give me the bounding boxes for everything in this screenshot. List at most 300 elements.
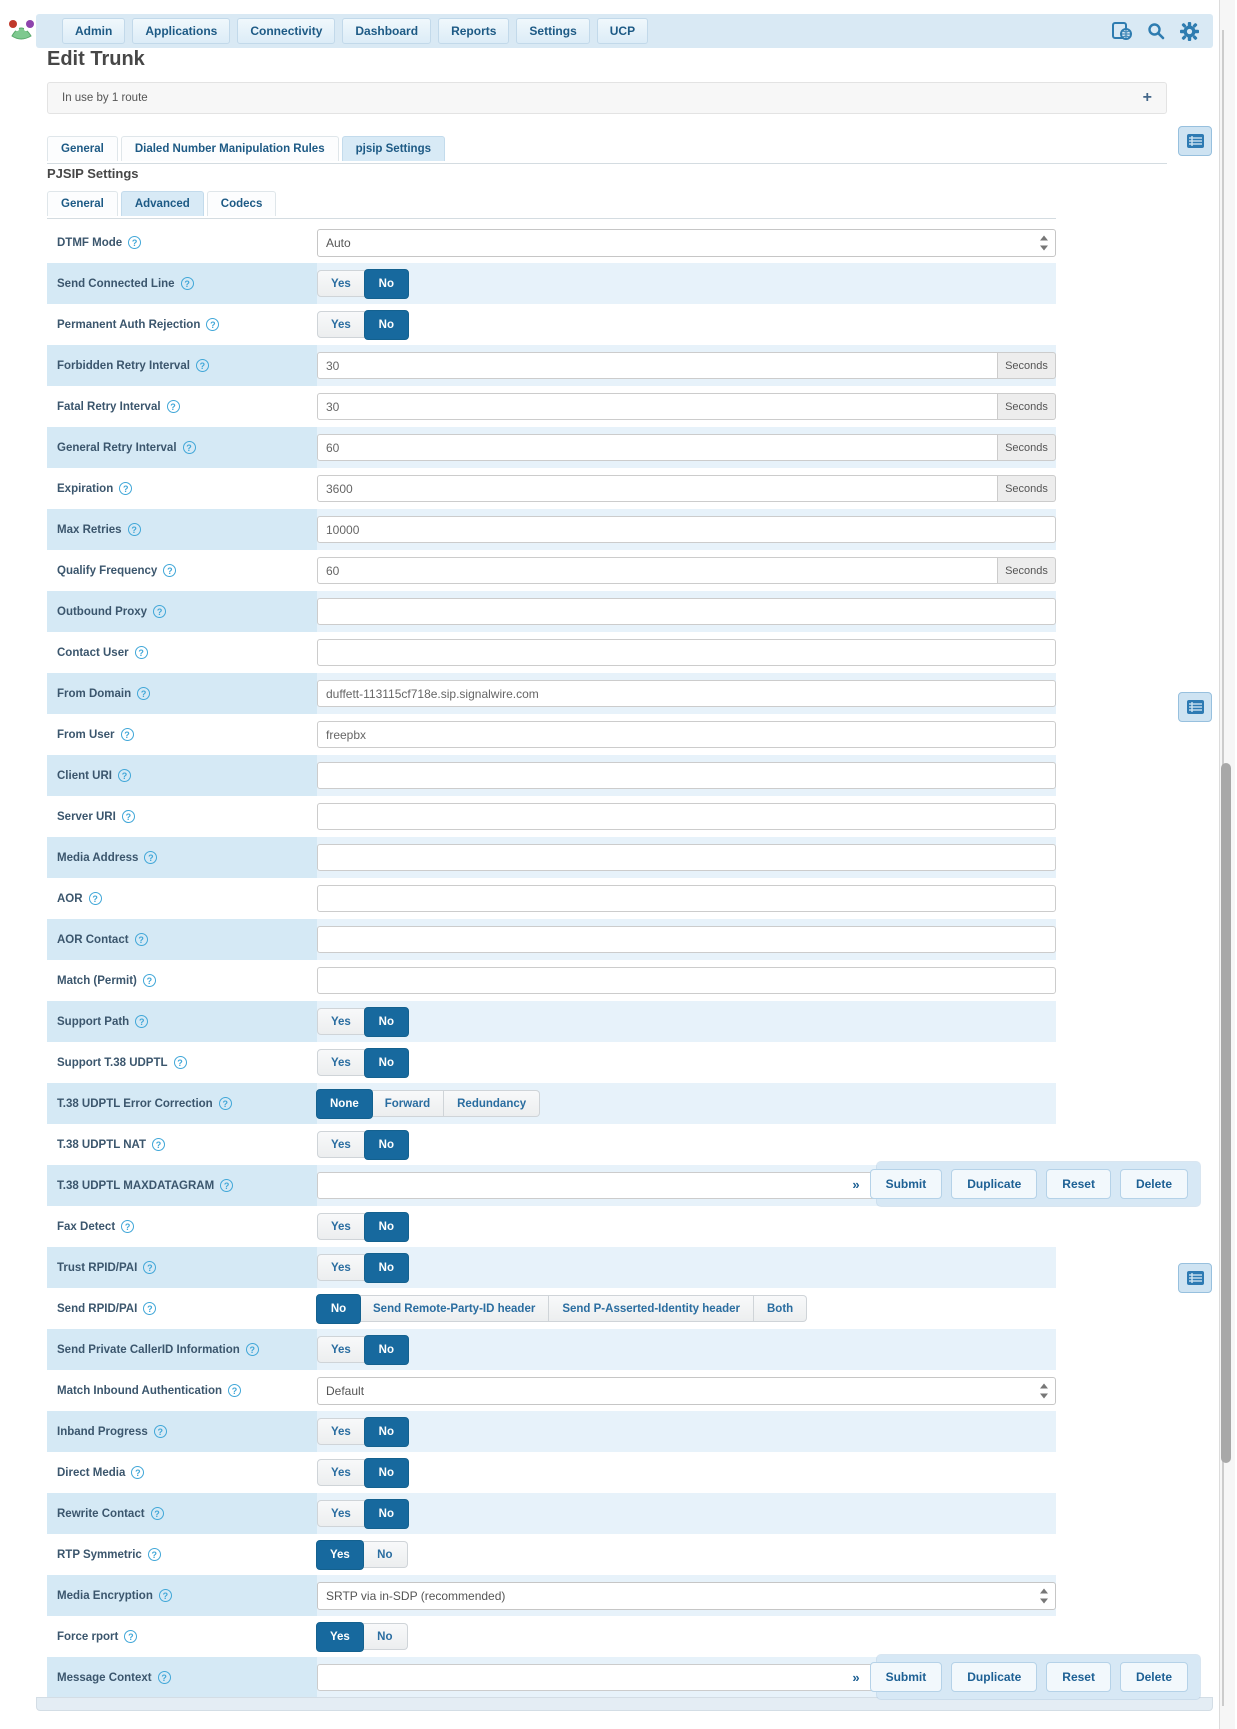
- field-control-cell: [317, 516, 1056, 543]
- t-38-udptl-nat-radioset: [317, 1130, 408, 1160]
- input-group: [317, 516, 1056, 543]
- main-tabs-underline: [47, 163, 1167, 164]
- field-label: T.38 UDPTL Error Correction: [57, 1097, 213, 1110]
- more-actions-chevron-icon[interactable]: »: [852, 1669, 860, 1685]
- nav-item-dashboard[interactable]: Dashboard: [342, 18, 431, 44]
- help-icon[interactable]: [151, 1507, 164, 1520]
- field-label-cell: [47, 1329, 317, 1370]
- select-arrows-icon: [1039, 1588, 1049, 1603]
- field-label: Send Connected Line: [57, 277, 175, 290]
- field-label: Max Retries: [57, 523, 122, 536]
- field-label-cell: [47, 1616, 317, 1657]
- field-label: Match Inbound Authentication: [57, 1384, 223, 1397]
- help-icon[interactable]: [131, 1466, 144, 1479]
- help-icon[interactable]: [174, 1056, 187, 1069]
- field-label: T.38 UDPTL NAT: [57, 1138, 147, 1151]
- field-label-cell: [47, 673, 317, 714]
- help-icon[interactable]: [159, 1589, 172, 1602]
- help-icon[interactable]: [122, 810, 135, 823]
- usage-text: In use by 1 route: [62, 92, 148, 104]
- field-control-cell: [317, 475, 1056, 502]
- field-label: Permanent Auth Rejection: [57, 318, 201, 331]
- field-control-cell: [317, 680, 1056, 707]
- input-group: [317, 475, 1056, 502]
- field-label: Direct Media: [57, 1466, 126, 1479]
- form-row-client-uri: [47, 755, 1056, 796]
- field-label: RTP Symmetric: [57, 1548, 142, 1561]
- search-icon[interactable]: [1142, 19, 1169, 43]
- help-icon[interactable]: [152, 1138, 165, 1151]
- sub-tabs: [47, 191, 276, 216]
- form-row-trust-rpid-pai: [47, 1247, 1056, 1288]
- field-label: Media Encryption: [57, 1589, 153, 1602]
- t-38-udptl-error-correction-option-none[interactable]: None: [316, 1089, 373, 1119]
- match-inbound-authentication-select[interactable]: [317, 1377, 1056, 1405]
- form-row-contact-user: [47, 632, 1056, 673]
- nav-item-admin[interactable]: Admin: [62, 18, 125, 44]
- help-icon[interactable]: [158, 1671, 171, 1684]
- field-label: Rewrite Contact: [57, 1507, 145, 1520]
- field-control-cell: [317, 885, 1056, 912]
- forbidden-retry-interval-input[interactable]: [317, 352, 998, 379]
- send-rpid-pai-radioset: [317, 1294, 807, 1324]
- field-label-cell: [47, 468, 317, 509]
- help-icon[interactable]: [143, 1261, 156, 1274]
- field-label-cell: [47, 796, 317, 837]
- send-private-callerid-information-radioset: [317, 1335, 408, 1365]
- field-label-cell: [47, 1575, 317, 1616]
- form-nav-list-button[interactable]: [1178, 1263, 1212, 1293]
- list-icon: [1187, 134, 1204, 148]
- field-label: General Retry Interval: [57, 441, 177, 454]
- field-label-cell: [47, 1001, 317, 1042]
- direct-media-option-yes[interactable]: Yes: [317, 1459, 365, 1486]
- input-group: [317, 885, 1056, 912]
- field-label-cell: [47, 386, 317, 427]
- input-group: [317, 803, 1056, 830]
- tab-general[interactable]: General: [47, 136, 118, 161]
- submit-button[interactable]: Submit: [870, 1169, 943, 1199]
- send-rpid-pai-option-send-p-asserted-identity-header[interactable]: Send P-Asserted-Identity header: [549, 1295, 754, 1322]
- form-row-fax-detect: [47, 1206, 1056, 1247]
- field-label-cell: [47, 1083, 317, 1124]
- direct-media-radioset: [317, 1458, 408, 1488]
- direct-media-option-no[interactable]: No: [364, 1458, 409, 1488]
- field-label-cell: [47, 1206, 317, 1247]
- form-row-permanent-auth-rejection: [47, 304, 1056, 345]
- help-icon[interactable]: [167, 400, 180, 413]
- field-label: Fatal Retry Interval: [57, 400, 161, 413]
- field-control-cell: [317, 639, 1056, 666]
- field-label: From User: [57, 728, 115, 741]
- field-control-cell: [317, 598, 1056, 625]
- force-rport-option-no[interactable]: No: [363, 1623, 408, 1650]
- send-rpid-pai-option-no[interactable]: No: [316, 1294, 361, 1324]
- send-rpid-pai-option-send-remote-party-id-header[interactable]: Send Remote-Party-ID header: [360, 1295, 549, 1322]
- field-label-cell: [47, 1124, 317, 1165]
- media-encryption-select[interactable]: [317, 1582, 1056, 1610]
- field-label: AOR: [57, 892, 83, 905]
- form-row-expiration: [47, 468, 1056, 509]
- inband-progress-option-yes[interactable]: Yes: [317, 1418, 365, 1445]
- form-row-aor: [47, 878, 1056, 919]
- nav-item-reports[interactable]: Reports: [438, 18, 509, 44]
- field-control-cell: [317, 721, 1056, 748]
- help-icon[interactable]: [137, 687, 150, 700]
- send-private-callerid-information-option-no[interactable]: No: [364, 1335, 409, 1365]
- rtp-symmetric-option-no[interactable]: No: [363, 1541, 408, 1568]
- freepbx-logo[interactable]: [8, 16, 35, 43]
- send-connected-line-option-no[interactable]: No: [364, 269, 409, 299]
- field-label-cell: [47, 427, 317, 468]
- field-control-cell: [317, 1417, 1056, 1447]
- field-label: Force rport: [57, 1630, 119, 1643]
- permanent-auth-rejection-option-no[interactable]: No: [364, 310, 409, 340]
- field-label-cell: [47, 878, 317, 919]
- t-38-udptl-nat-option-yes[interactable]: Yes: [317, 1131, 365, 1158]
- form-row-rtp-symmetric: [47, 1534, 1056, 1575]
- rewrite-contact-option-yes[interactable]: Yes: [317, 1500, 365, 1527]
- input-group: [317, 434, 1056, 461]
- field-control-cell: [317, 1048, 1056, 1078]
- form-row-server-uri: [47, 796, 1056, 837]
- send-private-callerid-information-option-yes[interactable]: Yes: [317, 1336, 365, 1363]
- form-nav-list-button[interactable]: [1178, 126, 1212, 156]
- field-control-cell: [317, 434, 1056, 461]
- send-rpid-pai-option-both[interactable]: Both: [754, 1295, 807, 1322]
- field-control-cell: [317, 1377, 1056, 1405]
- field-control-cell: [317, 1212, 1056, 1242]
- field-label: Inband Progress: [57, 1425, 148, 1438]
- help-icon[interactable]: [219, 1097, 232, 1110]
- field-label: Send RPID/PAI: [57, 1302, 138, 1315]
- client-uri-input[interactable]: [317, 762, 1056, 789]
- field-label-cell: [47, 919, 317, 960]
- field-label: DTMF Mode: [57, 236, 123, 249]
- rewrite-contact-option-no[interactable]: No: [364, 1499, 409, 1529]
- input-group: [317, 721, 1056, 748]
- field-control-cell: [317, 1622, 1056, 1652]
- panel-footer: [36, 1697, 1213, 1711]
- tab-pjsip-settings[interactable]: pjsip Settings: [342, 136, 445, 161]
- action-bar-floating: [852, 1162, 1200, 1206]
- fatal-retry-interval-input[interactable]: [317, 393, 998, 420]
- form-row-rewrite-contact: [47, 1493, 1056, 1534]
- media-address-input[interactable]: [317, 844, 1056, 871]
- help-icon[interactable]: [124, 1630, 137, 1643]
- support-path-option-no[interactable]: No: [364, 1007, 409, 1037]
- delete-button[interactable]: Delete: [1120, 1169, 1188, 1199]
- help-icon[interactable]: [118, 769, 131, 782]
- rtp-symmetric-option-yes[interactable]: Yes: [316, 1540, 364, 1570]
- field-label-cell: [47, 591, 317, 632]
- form-row-match-inbound-authentication: [47, 1370, 1056, 1411]
- field-label: Client URI: [57, 769, 112, 782]
- field-label-cell: [47, 304, 317, 345]
- help-icon[interactable]: [121, 1220, 134, 1233]
- field-control-cell: [317, 269, 1056, 299]
- help-icon[interactable]: [206, 318, 219, 331]
- form-row-send-rpid-pai: [47, 1288, 1056, 1329]
- help-icon[interactable]: [121, 728, 134, 741]
- form-nav-list-button[interactable]: [1178, 692, 1212, 722]
- scrollbar-thumb[interactable]: [1221, 763, 1231, 1463]
- field-control-cell: [317, 1335, 1056, 1365]
- help-icon[interactable]: [143, 1302, 156, 1315]
- help-icon[interactable]: [135, 1015, 148, 1028]
- help-icon[interactable]: [153, 605, 166, 618]
- field-label: Message Context: [57, 1671, 152, 1684]
- t-38-udptl-error-correction-option-redundancy[interactable]: Redundancy: [444, 1090, 540, 1117]
- help-icon[interactable]: [148, 1548, 161, 1561]
- inband-progress-radioset: [317, 1417, 408, 1447]
- contact-user-input[interactable]: [317, 639, 1056, 666]
- input-addon-seconds: Seconds: [998, 393, 1056, 420]
- expiration-input[interactable]: [317, 475, 998, 502]
- field-control-cell: [317, 1007, 1056, 1037]
- field-label: Qualify Frequency: [57, 564, 158, 577]
- help-icon[interactable]: [135, 933, 148, 946]
- input-group: [317, 393, 1056, 420]
- help-icon[interactable]: [246, 1343, 259, 1356]
- top-navbar: [36, 14, 1213, 48]
- help-icon[interactable]: [128, 236, 141, 249]
- gear-icon[interactable]: [1176, 19, 1203, 43]
- form-row-qualify-frequency: [47, 550, 1056, 591]
- input-group: [317, 352, 1056, 379]
- field-label-cell: [47, 1165, 317, 1206]
- field-label: Expiration: [57, 482, 114, 495]
- field-label-cell: [47, 1452, 317, 1493]
- trust-rpid-pai-option-no[interactable]: No: [364, 1253, 409, 1283]
- input-addon-seconds: Seconds: [998, 434, 1056, 461]
- support-path-option-yes[interactable]: Yes: [317, 1008, 365, 1035]
- field-control-cell: [317, 967, 1056, 994]
- duplicate-button[interactable]: Duplicate: [951, 1662, 1037, 1692]
- from-domain-input[interactable]: [317, 680, 1056, 707]
- form-row-fatal-retry-interval: [47, 386, 1056, 427]
- field-label-cell: [47, 509, 317, 550]
- form-row-aor-contact: [47, 919, 1056, 960]
- more-actions-chevron-icon[interactable]: »: [852, 1176, 860, 1192]
- field-label-cell: [47, 1370, 317, 1411]
- field-label-cell: [47, 714, 317, 755]
- field-label: Support T.38 UDPTL: [57, 1056, 168, 1069]
- support-t-38-udptl-option-yes[interactable]: Yes: [317, 1049, 365, 1076]
- field-label-cell: [47, 632, 317, 673]
- t-38-udptl-nat-option-no[interactable]: No: [364, 1130, 409, 1160]
- field-label: Outbound Proxy: [57, 605, 148, 618]
- send-connected-line-option-yes[interactable]: Yes: [317, 270, 365, 297]
- selected-option: SRTP via in-SDP (recommended): [326, 1588, 506, 1603]
- form-row-dtmf-mode: [47, 222, 1056, 263]
- aor-input[interactable]: [317, 885, 1056, 912]
- help-icon[interactable]: [163, 564, 176, 577]
- rewrite-contact-radioset: [317, 1499, 408, 1529]
- reset-button[interactable]: Reset: [1046, 1169, 1111, 1199]
- input-group: [317, 844, 1056, 871]
- help-icon[interactable]: [196, 359, 209, 372]
- help-icon[interactable]: [181, 277, 194, 290]
- input-addon-seconds: Seconds: [998, 475, 1056, 502]
- fax-detect-option-no[interactable]: No: [364, 1212, 409, 1242]
- action-bar-bottom: [852, 1655, 1200, 1699]
- input-group: [317, 598, 1056, 625]
- field-label: T.38 UDPTL MAXDATAGRAM: [57, 1179, 215, 1192]
- field-control-cell: [317, 1540, 1056, 1570]
- input-group: [317, 762, 1056, 789]
- nav-item-connectivity[interactable]: Connectivity: [237, 18, 335, 44]
- nav-item-applications[interactable]: Applications: [132, 18, 230, 44]
- help-icon[interactable]: [135, 646, 148, 659]
- field-control-cell: [317, 352, 1056, 379]
- trust-rpid-pai-radioset: [317, 1253, 408, 1283]
- form-row-general-retry-interval: [47, 427, 1056, 468]
- form-row-force-rport: [47, 1616, 1056, 1657]
- permanent-auth-rejection-option-yes[interactable]: Yes: [317, 311, 365, 338]
- select-arrows-icon: [1039, 1383, 1049, 1398]
- help-icon[interactable]: [128, 523, 141, 536]
- form-row-media-encryption: [47, 1575, 1056, 1616]
- field-label: Fax Detect: [57, 1220, 116, 1233]
- field-label: Contact User: [57, 646, 129, 659]
- field-control-cell: [317, 1089, 1056, 1119]
- help-icon[interactable]: [154, 1425, 167, 1438]
- help-icon[interactable]: [220, 1179, 233, 1192]
- trust-rpid-pai-option-yes[interactable]: Yes: [317, 1254, 365, 1281]
- form-row-send-connected-line: [47, 263, 1056, 304]
- field-control-cell: [317, 803, 1056, 830]
- support-t-38-udptl-option-no[interactable]: No: [364, 1048, 409, 1078]
- input-addon-seconds: Seconds: [998, 352, 1056, 379]
- server-uri-input[interactable]: [317, 803, 1056, 830]
- sub-tabs-underline: [47, 218, 1056, 219]
- help-icon[interactable]: [183, 441, 196, 454]
- match-permit-input[interactable]: [317, 967, 1056, 994]
- tab-general[interactable]: General: [47, 191, 118, 216]
- field-label-cell: [47, 1042, 317, 1083]
- field-label: Media Address: [57, 851, 139, 864]
- form-row-forbidden-retry-interval: [47, 345, 1056, 386]
- permanent-auth-rejection-radioset: [317, 310, 408, 340]
- help-icon[interactable]: [119, 482, 132, 495]
- language-icon[interactable]: [1108, 19, 1135, 43]
- fax-detect-option-yes[interactable]: Yes: [317, 1213, 365, 1240]
- expand-icon[interactable]: +: [1142, 89, 1152, 106]
- fax-detect-radioset: [317, 1212, 408, 1242]
- field-label-cell: [47, 222, 317, 263]
- t-38-udptl-error-correction-radioset: [317, 1089, 540, 1119]
- form-row-t-38-udptl-error-correction: [47, 1083, 1056, 1124]
- input-group: [317, 639, 1056, 666]
- field-label-cell: [47, 1493, 317, 1534]
- help-icon[interactable]: [143, 974, 156, 987]
- tab-codecs[interactable]: Codecs: [207, 191, 277, 216]
- form-row-support-t-38-udptl: [47, 1042, 1056, 1083]
- force-rport-option-yes[interactable]: Yes: [316, 1622, 364, 1652]
- field-control-cell: [317, 1499, 1056, 1529]
- field-control-cell: [317, 557, 1056, 584]
- field-label: Server URI: [57, 810, 116, 823]
- max-retries-input[interactable]: [317, 516, 1056, 543]
- inband-progress-option-no[interactable]: No: [364, 1417, 409, 1447]
- input-group: [317, 557, 1056, 584]
- field-label: Forbidden Retry Interval: [57, 359, 190, 372]
- input-group: [317, 680, 1056, 707]
- field-label-cell: [47, 263, 317, 304]
- pjsip-advanced-form: [47, 222, 1056, 1698]
- input-group: [317, 926, 1056, 953]
- field-label-cell: [47, 345, 317, 386]
- field-control-cell: [317, 1130, 1056, 1160]
- dtmf-mode-select[interactable]: [317, 229, 1056, 257]
- help-icon[interactable]: [144, 851, 157, 864]
- help-icon[interactable]: [89, 892, 102, 905]
- delete-button[interactable]: Delete: [1120, 1662, 1188, 1692]
- select-arrows-icon: [1039, 235, 1049, 250]
- submit-button[interactable]: Submit: [870, 1662, 943, 1692]
- main-tabs: [47, 136, 445, 161]
- field-control-cell: [317, 229, 1056, 257]
- field-label: Send Private CallerID Information: [57, 1343, 240, 1356]
- tab-dialed-number-manipulation-rules[interactable]: Dialed Number Manipulation Rules: [121, 136, 339, 161]
- tab-advanced[interactable]: Advanced: [121, 191, 204, 216]
- form-row-from-user: [47, 714, 1056, 755]
- aor-contact-input[interactable]: [317, 926, 1056, 953]
- outbound-proxy-input[interactable]: [317, 598, 1056, 625]
- field-control-cell: [317, 310, 1056, 340]
- input-group: [317, 967, 1056, 994]
- qualify-frequency-input[interactable]: [317, 557, 998, 584]
- field-control-cell: [317, 1582, 1056, 1610]
- input-addon-seconds: Seconds: [998, 557, 1056, 584]
- nav-item-ucp[interactable]: UCP: [597, 18, 648, 44]
- usage-panel: [47, 82, 1167, 114]
- send-connected-line-radioset: [317, 269, 408, 299]
- force-rport-radioset: [317, 1622, 408, 1652]
- from-user-input[interactable]: [317, 721, 1056, 748]
- nav-menu: [62, 18, 648, 44]
- field-label-cell: [47, 550, 317, 591]
- list-icon: [1187, 700, 1204, 714]
- field-control-cell: [317, 844, 1056, 871]
- form-row-t-38-udptl-nat: [47, 1124, 1056, 1165]
- selected-option: Auto: [326, 235, 351, 250]
- support-path-radioset: [317, 1007, 408, 1037]
- reset-button[interactable]: Reset: [1046, 1662, 1111, 1692]
- form-row-inband-progress: [47, 1411, 1056, 1452]
- duplicate-button[interactable]: Duplicate: [951, 1169, 1037, 1199]
- form-row-support-path: [47, 1001, 1056, 1042]
- form-row-media-address: [47, 837, 1056, 878]
- support-t-38-udptl-radioset: [317, 1048, 408, 1078]
- nav-item-settings[interactable]: Settings: [516, 18, 589, 44]
- field-control-cell: [317, 393, 1056, 420]
- field-label: Match (Permit): [57, 974, 137, 987]
- field-control-cell: [317, 1294, 1056, 1324]
- help-icon[interactable]: [228, 1384, 241, 1397]
- field-label-cell: [47, 1657, 317, 1698]
- field-label-cell: [47, 1247, 317, 1288]
- form-row-outbound-proxy: [47, 591, 1056, 632]
- rtp-symmetric-radioset: [317, 1540, 408, 1570]
- field-label-cell: [47, 1411, 317, 1452]
- t-38-udptl-error-correction-option-forward[interactable]: Forward: [372, 1090, 444, 1117]
- general-retry-interval-input[interactable]: [317, 434, 998, 461]
- form-row-from-domain: [47, 673, 1056, 714]
- field-label-cell: [47, 755, 317, 796]
- field-label-cell: [47, 1534, 317, 1575]
